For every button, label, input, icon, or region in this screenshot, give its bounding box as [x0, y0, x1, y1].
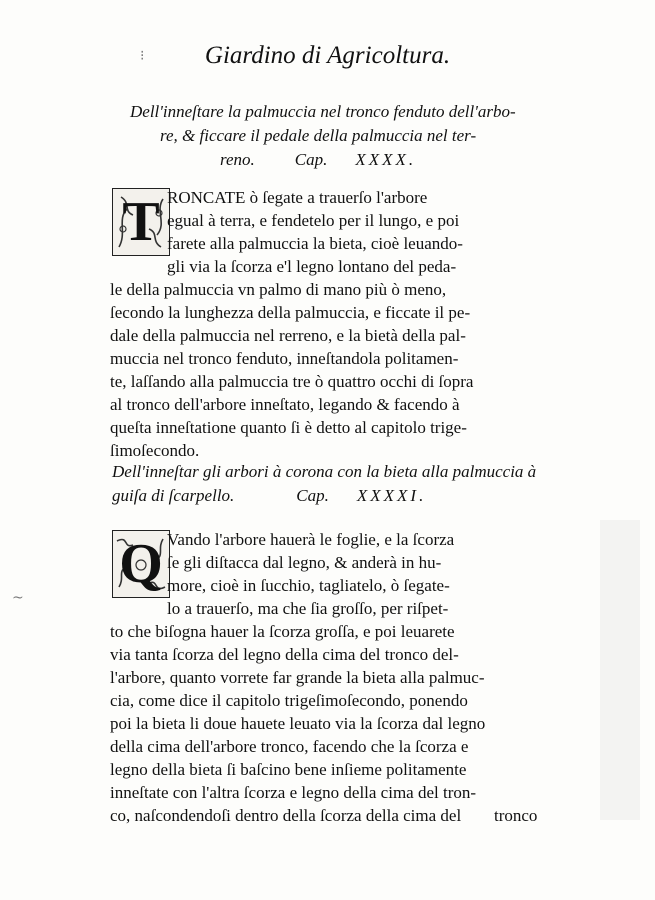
chapter-number: XXXX. [355, 150, 417, 169]
initial-letter: Q [119, 533, 163, 595]
paper-stain [600, 520, 640, 820]
body-line: della cima dell'arbore tronco, facendo che la ſcorza e [110, 737, 469, 756]
chapter-number: XXXXI. [356, 486, 427, 505]
body-line: more, cioè in ſucchio, tagliatelo, ò ſegate- [167, 576, 450, 595]
body-line: co, naſcondendoſi dentro della ſcorza della cima del [110, 806, 462, 825]
initial-letter: T [122, 191, 160, 253]
chapter-label: Cap. [296, 486, 329, 505]
margin-mark: ~ [12, 590, 24, 606]
chapter-title-line: Dell'inneſtar gli arbori à corona con la bieta alla palmuccia à [112, 462, 537, 481]
body-line: lo a trauerſo, ma che ſia groſſo, per riſpet- [167, 599, 449, 618]
body-line: le della palmuccia vn palmo di mano più ò meno, [110, 280, 447, 299]
chapter-title-line: re, & ficcare il pedale della palmuccia nel ter- [160, 126, 477, 145]
chapter-title-line [108, 484, 578, 508]
body-line: Vando l'arbore hauerà le foglie, e la ſcorza [167, 530, 455, 549]
body-line: egual à terra, e fendetelo per il lungo, e poi [167, 211, 460, 230]
body-line: al tronco dell'arbore inneſtato, legando & facendo à [110, 395, 460, 414]
body-line: gli via la ſcorza e'l legno lontano del peda- [167, 257, 457, 276]
body-line: ſecondo la lunghezza della palmuccia, e ficcate il pe- [110, 303, 471, 322]
running-head: Giardino di Agricoltura. [204, 42, 451, 69]
chapter-title-line: Dell'inneſtare la palmuccia nel tronco fenduto dell'arbo- [130, 102, 516, 121]
catchword: tronco [494, 806, 538, 825]
chapter-41-title [108, 460, 578, 508]
body-line: poi la bieta li doue hauete leuato via la ſcorza dal legno [110, 714, 486, 733]
chapter-40-title [108, 100, 578, 172]
chapter-40-body [110, 186, 575, 462]
margin-mark: ⁝ [140, 48, 145, 64]
chapter-title-line [108, 148, 578, 172]
chapter-title-word: reno. [220, 150, 255, 169]
body-line: inneſtate con l'altra ſcorza e legno della cima del tron- [110, 783, 477, 802]
body-line: cia, come dice il capitolo trigeſimoſecondo, ponendo [110, 691, 468, 710]
body-line: ſimoſecondo. [110, 441, 200, 460]
body-line: RONCATE ò ſegate a trauerſo l'arbore [167, 188, 428, 207]
body-line: legno della bieta ſi baſcino bene inſieme politamente [110, 760, 467, 779]
body-line: farete alla palmuccia la bieta, cioè leuando- [167, 234, 463, 253]
body-line: dale della palmuccia nel rerreno, e la bietà della pal- [110, 326, 466, 345]
chapter-41-body [110, 528, 575, 827]
chapter-title-word: guiſa di ſcarpello. [112, 486, 235, 505]
body-line: ſe gli diſtacca dal legno, & anderà in hu- [167, 553, 442, 572]
body-line: via tanta ſcorza del legno della cima del tronco del- [110, 645, 459, 664]
body-line: queſta inneſtatione quanto ſi è detto al capitolo trige- [110, 418, 467, 437]
body-line: muccia nel tronco fenduto, inneſtandola politamen- [110, 349, 459, 368]
body-line: te, laſſando alla palmuccia tre ò quattro occhi di ſopra [110, 372, 474, 391]
body-line: to che biſogna hauer la ſcorza groſſa, e poi leuarete [110, 622, 455, 641]
body-line: l'arbore, quanto vorrete far grande la bieta alla palmuc- [110, 668, 485, 687]
chapter-label: Cap. [294, 150, 328, 169]
